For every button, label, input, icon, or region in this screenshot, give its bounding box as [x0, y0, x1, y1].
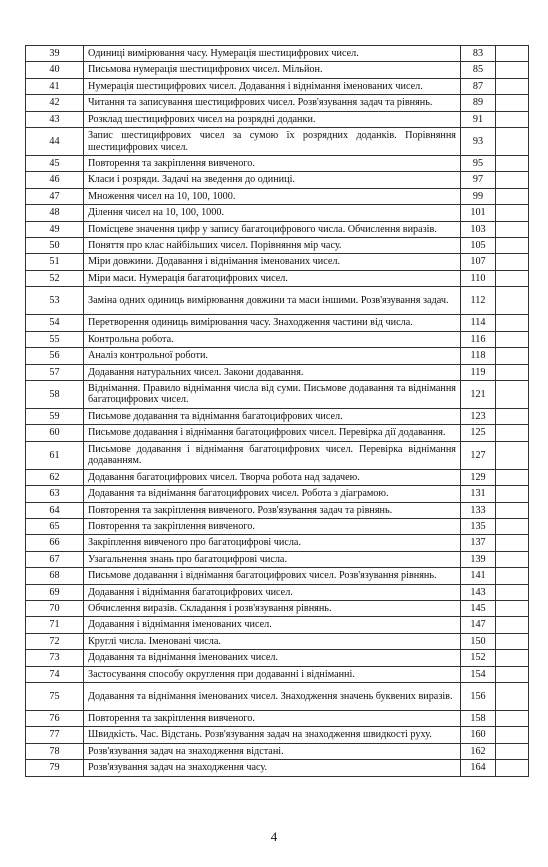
- page-reference: 125: [461, 425, 496, 441]
- lesson-number: 78: [26, 743, 84, 759]
- lesson-number: 48: [26, 205, 84, 221]
- table-row: [26, 633, 529, 649]
- page-reference: 95: [461, 156, 496, 172]
- page-reference: 129: [461, 469, 496, 485]
- page-reference: 91: [461, 111, 496, 127]
- lesson-number: 74: [26, 666, 84, 682]
- lesson-number: 44: [26, 128, 84, 156]
- blank-cell: [496, 380, 529, 408]
- blank-cell: [496, 650, 529, 666]
- lesson-topic: Нумерація шестицифрових чисел. Додавання і віднімання іменованих чисел.: [84, 78, 461, 94]
- table-row: [26, 502, 529, 518]
- lesson-number: 69: [26, 584, 84, 600]
- page-reference: 103: [461, 221, 496, 237]
- lesson-number: 75: [26, 683, 84, 711]
- page-reference: 119: [461, 364, 496, 380]
- table-row: [26, 128, 529, 156]
- blank-cell: [496, 551, 529, 567]
- lesson-number: 62: [26, 469, 84, 485]
- blank-cell: [496, 315, 529, 331]
- lesson-topic: Розклад шестицифрових чисел на розрядні доданки.: [84, 111, 461, 127]
- table-row: [26, 111, 529, 127]
- lesson-topic: Заміна одних одиниць вимірювання довжини та маси іншими. Розв'язування задач.: [84, 287, 461, 315]
- table-row: [26, 617, 529, 633]
- lesson-number: 55: [26, 331, 84, 347]
- page-reference: 87: [461, 78, 496, 94]
- lesson-topic: Аналіз контрольної роботи.: [84, 348, 461, 364]
- page-reference: 93: [461, 128, 496, 156]
- lesson-topic: Додавання та віднімання багатоцифрових чисел. Робота з діаграмою.: [84, 486, 461, 502]
- page-reference: 118: [461, 348, 496, 364]
- page-reference: 143: [461, 584, 496, 600]
- table-row: [26, 551, 529, 567]
- table-row: [26, 62, 529, 78]
- table-row: [26, 743, 529, 759]
- table-row: [26, 46, 529, 62]
- table-row: [26, 469, 529, 485]
- table-row: [26, 408, 529, 424]
- table-row: [26, 364, 529, 380]
- lesson-number: 43: [26, 111, 84, 127]
- page-reference: 164: [461, 760, 496, 776]
- lesson-number: 58: [26, 380, 84, 408]
- lesson-number: 39: [26, 46, 84, 62]
- table-row: [26, 425, 529, 441]
- lesson-number: 41: [26, 78, 84, 94]
- lesson-number: 61: [26, 441, 84, 469]
- page-reference: 105: [461, 238, 496, 254]
- table-row: [26, 331, 529, 347]
- table-row: [26, 95, 529, 111]
- lesson-number: 67: [26, 551, 84, 567]
- table-row: [26, 172, 529, 188]
- page-reference: 150: [461, 633, 496, 649]
- lesson-topic: Додавання багатоцифрових чисел. Творча робота над задачею.: [84, 469, 461, 485]
- table-row: [26, 238, 529, 254]
- lesson-number: 64: [26, 502, 84, 518]
- blank-cell: [496, 502, 529, 518]
- page-reference: 152: [461, 650, 496, 666]
- table-row: [26, 254, 529, 270]
- contents-table-body: [26, 46, 529, 777]
- table-row: [26, 600, 529, 616]
- page-reference: 85: [461, 62, 496, 78]
- blank-cell: [496, 633, 529, 649]
- lesson-topic: Контрольна робота.: [84, 331, 461, 347]
- page-reference: 158: [461, 711, 496, 727]
- page-reference: 131: [461, 486, 496, 502]
- lesson-topic: Класи і розряди. Задачі на зведення до одиниці.: [84, 172, 461, 188]
- lesson-number: 49: [26, 221, 84, 237]
- page-reference: 123: [461, 408, 496, 424]
- lesson-topic: Перетворення одиниць вимірювання часу. Знаходження частини від числа.: [84, 315, 461, 331]
- page-reference: 162: [461, 743, 496, 759]
- lesson-number: 51: [26, 254, 84, 270]
- blank-cell: [496, 711, 529, 727]
- lesson-topic: Поняття про клас найбільших чисел. Порівняння мір часу.: [84, 238, 461, 254]
- lesson-topic: Розв'язування задач на знаходження відстані.: [84, 743, 461, 759]
- lesson-number: 50: [26, 238, 84, 254]
- lesson-topic: Додавання та віднімання іменованих чисел.: [84, 650, 461, 666]
- lesson-number: 63: [26, 486, 84, 502]
- lesson-topic: Письмове додавання та віднімання багатоцифрових чисел.: [84, 408, 461, 424]
- table-row: [26, 78, 529, 94]
- table-row: [26, 270, 529, 286]
- blank-cell: [496, 172, 529, 188]
- lesson-number: 73: [26, 650, 84, 666]
- table-row: [26, 156, 529, 172]
- lesson-number: 45: [26, 156, 84, 172]
- lesson-number: 72: [26, 633, 84, 649]
- contents-table: [25, 45, 529, 777]
- page-reference: 116: [461, 331, 496, 347]
- table-row: [26, 760, 529, 776]
- lesson-topic: Міри довжини. Додавання і віднімання іменованих чисел.: [84, 254, 461, 270]
- page-reference: 135: [461, 518, 496, 534]
- page-reference: 97: [461, 172, 496, 188]
- lesson-number: 65: [26, 518, 84, 534]
- lesson-topic: Помісцеве значення цифр у запису багатоцифрового числа. Обчислення виразів.: [84, 221, 461, 237]
- blank-cell: [496, 760, 529, 776]
- lesson-topic: Читання та записування шестицифрових чисел. Розв'язування задач та рівнянь.: [84, 95, 461, 111]
- lesson-number: 70: [26, 600, 84, 616]
- blank-cell: [496, 518, 529, 534]
- lesson-topic: Додавання та віднімання іменованих чисел. Знаходження значень буквених виразів.: [84, 683, 461, 711]
- lesson-number: 57: [26, 364, 84, 380]
- page-reference: 114: [461, 315, 496, 331]
- table-row: [26, 518, 529, 534]
- page-reference: 83: [461, 46, 496, 62]
- blank-cell: [496, 617, 529, 633]
- table-row: [26, 205, 529, 221]
- lesson-topic: Додавання і віднімання багатоцифрових чисел.: [84, 584, 461, 600]
- blank-cell: [496, 221, 529, 237]
- blank-cell: [496, 270, 529, 286]
- blank-cell: [496, 469, 529, 485]
- table-row: [26, 221, 529, 237]
- blank-cell: [496, 535, 529, 551]
- table-row: [26, 380, 529, 408]
- lesson-topic: Обчислення виразів. Складання і розв'язування рівнянь.: [84, 600, 461, 616]
- lesson-topic: Додавання і віднімання іменованих чисел.: [84, 617, 461, 633]
- blank-cell: [496, 441, 529, 469]
- page-reference: 141: [461, 568, 496, 584]
- lesson-topic: Письмова нумерація шестицифрових чисел. Мільйон.: [84, 62, 461, 78]
- lesson-topic: Запис шестицифрових чисел за сумою їх розрядних доданків. Порівняння шестицифрових чисел.: [84, 128, 461, 156]
- blank-cell: [496, 95, 529, 111]
- table-row: [26, 348, 529, 364]
- lesson-topic: Розв'язування задач на знаходження часу.: [84, 760, 461, 776]
- page-reference: 110: [461, 270, 496, 286]
- page-reference: 121: [461, 380, 496, 408]
- blank-cell: [496, 111, 529, 127]
- lesson-number: 68: [26, 568, 84, 584]
- page-reference: 101: [461, 205, 496, 221]
- blank-cell: [496, 62, 529, 78]
- page-reference: 147: [461, 617, 496, 633]
- lesson-number: 53: [26, 287, 84, 315]
- lesson-topic: Письмове додавання і віднімання багатоцифрових чисел. Перевірка дії додавання.: [84, 425, 461, 441]
- blank-cell: [496, 188, 529, 204]
- table-row: [26, 727, 529, 743]
- lesson-number: 52: [26, 270, 84, 286]
- lesson-number: 66: [26, 535, 84, 551]
- blank-cell: [496, 46, 529, 62]
- blank-cell: [496, 584, 529, 600]
- page-reference: 137: [461, 535, 496, 551]
- lesson-number: 77: [26, 727, 84, 743]
- lesson-topic: Множення чисел на 10, 100, 1000.: [84, 188, 461, 204]
- table-row: [26, 287, 529, 315]
- blank-cell: [496, 727, 529, 743]
- blank-cell: [496, 331, 529, 347]
- blank-cell: [496, 425, 529, 441]
- lesson-number: 54: [26, 315, 84, 331]
- page-reference: 145: [461, 600, 496, 616]
- lesson-topic: Віднімання. Правило віднімання числа від суми. Письмове додавання та віднімання багатоцифрових чисел.: [84, 380, 461, 408]
- lesson-number: 79: [26, 760, 84, 776]
- lesson-topic: Закріплення вивченого про багатоцифрові числа.: [84, 535, 461, 551]
- lesson-topic: Узагальнення знань про багатоцифрові числа.: [84, 551, 461, 567]
- page-reference: 160: [461, 727, 496, 743]
- lesson-topic: Повторення та закріплення вивченого.: [84, 518, 461, 534]
- lesson-topic: Міри маси. Нумерація багатоцифрових чисел.: [84, 270, 461, 286]
- lesson-number: 40: [26, 62, 84, 78]
- lesson-topic: Застосування способу округлення при додаванні і відніманні.: [84, 666, 461, 682]
- table-row: [26, 650, 529, 666]
- page-reference: 139: [461, 551, 496, 567]
- lesson-number: 60: [26, 425, 84, 441]
- blank-cell: [496, 683, 529, 711]
- table-row: [26, 535, 529, 551]
- lesson-number: 59: [26, 408, 84, 424]
- page-reference: 133: [461, 502, 496, 518]
- table-row: [26, 486, 529, 502]
- table-row: [26, 441, 529, 469]
- page-reference: 112: [461, 287, 496, 315]
- blank-cell: [496, 568, 529, 584]
- lesson-topic: Письмове додавання і віднімання багатоцифрових чисел. Перевірка віднімання додаванням.: [84, 441, 461, 469]
- blank-cell: [496, 78, 529, 94]
- blank-cell: [496, 600, 529, 616]
- lesson-topic: Одиниці вимірювання часу. Нумерація шестицифрових чисел.: [84, 46, 461, 62]
- blank-cell: [496, 743, 529, 759]
- lesson-topic: Повторення та закріплення вивченого.: [84, 156, 461, 172]
- lesson-topic: Повторення та закріплення вивченого.: [84, 711, 461, 727]
- table-row: [26, 683, 529, 711]
- blank-cell: [496, 205, 529, 221]
- page-reference: 99: [461, 188, 496, 204]
- lesson-number: 56: [26, 348, 84, 364]
- lesson-topic: Письмове додавання і віднімання багатоцифрових чисел. Розв'язування рівнянь.: [84, 568, 461, 584]
- table-row: [26, 568, 529, 584]
- blank-cell: [496, 254, 529, 270]
- table-row: [26, 666, 529, 682]
- blank-cell: [496, 156, 529, 172]
- page-reference: 107: [461, 254, 496, 270]
- lesson-number: 42: [26, 95, 84, 111]
- lesson-number: 46: [26, 172, 84, 188]
- page-number: 4: [270, 829, 278, 844]
- blank-cell: [496, 287, 529, 315]
- table-row: [26, 711, 529, 727]
- lesson-number: 47: [26, 188, 84, 204]
- page-reference: 156: [461, 683, 496, 711]
- page-reference: 127: [461, 441, 496, 469]
- page-reference: 89: [461, 95, 496, 111]
- blank-cell: [496, 128, 529, 156]
- page-reference: 154: [461, 666, 496, 682]
- table-row: [26, 315, 529, 331]
- lesson-topic: Повторення та закріплення вивченого. Розв'язування задач та рівнянь.: [84, 502, 461, 518]
- lesson-topic: Швидкість. Час. Відстань. Розв'язування задач на знаходження швидкості руху.: [84, 727, 461, 743]
- table-row: [26, 188, 529, 204]
- lesson-number: 71: [26, 617, 84, 633]
- blank-cell: [496, 408, 529, 424]
- blank-cell: [496, 238, 529, 254]
- blank-cell: [496, 486, 529, 502]
- blank-cell: [496, 364, 529, 380]
- lesson-topic: Ділення чисел на 10, 100, 1000.: [84, 205, 461, 221]
- lesson-number: 76: [26, 711, 84, 727]
- lesson-topic: Круглі числа. Іменовані числа.: [84, 633, 461, 649]
- lesson-topic: Додавання натуральних чисел. Закони додавання.: [84, 364, 461, 380]
- blank-cell: [496, 666, 529, 682]
- blank-cell: [496, 348, 529, 364]
- table-row: [26, 584, 529, 600]
